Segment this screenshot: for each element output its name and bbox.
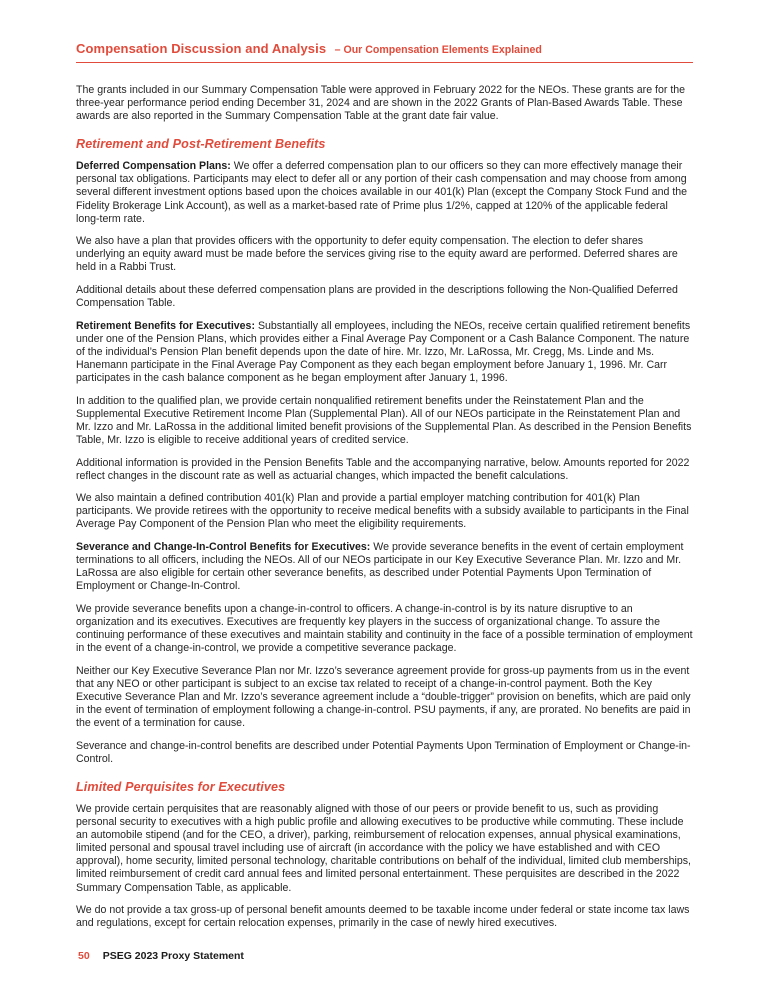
paragraph-equity-deferral: We also have a plan that provides officers with the opportunity to defer equity compensation. The election to defer shares underlying an equity award must be made before the services giving rise to the equity award are performed. Deferred shares are held in a Rabbi Trust. xyxy=(76,235,678,274)
footer-document-title: PSEG 2023 Proxy Statement xyxy=(102,950,244,962)
paragraph-nonqualified-plans: In addition to the qualified plan, we provide certain nonqualified retirement benefits under the Reinstatement Plan and the Supplemental Executive Retirement Income Plan (Supplemental Plan). All of our NEOs participate in the Reinstatement Plan and Mr. Izzo and Mr. LaRossa in the additional limited benefit provisions of the Supplemental Plan. As described in the Pension Benefits Table, Mr. Izzo is eligible to receive additional years of credited service. xyxy=(76,394,692,446)
page-content xyxy=(76,40,693,940)
page-footer xyxy=(78,950,244,962)
paragraph-text: We offer a deferred compensation plan to our officers so they can more effectively manage their personal tax obligations. Participants may elect to defer all or any portion of their cash compensation and may choose from among several different investment options based upon the choices available in our 401(k) Plan (except the Company Stock Fund and the Fidelity Brokerage Link Account), as well as a market-based rate of Prime plus 1/2%, capped at 120% of the applicable federal long-term rate. xyxy=(76,160,688,225)
paragraph-lead-retirement-benefits: Retirement Benefits for Executives: xyxy=(76,319,255,332)
paragraph-retirement-benefits xyxy=(76,320,693,385)
paragraph-no-tax-grossup: We do not provide a tax gross-up of personal benefit amounts deemed to be taxable income under federal or state income tax laws and regulations, except for certain relocation expenses, primarily in the case of newly hired executives. xyxy=(76,904,690,930)
page-header xyxy=(76,40,693,63)
running-head-title: Compensation Discussion and Analysis xyxy=(76,41,327,56)
paragraph-severance-described: Severance and change-in-control benefits are described under Potential Payments Upon Termination of Employment or Change-in-Control. xyxy=(76,739,691,765)
paragraph-intro: The grants included in our Summary Compensation Table were approved in February 2022 for the NEOs. These grants are for the three-year performance period ending December 31, 2024 and are shown in the 2022 Grants of Plan-Based Awards Table. These awards are also reported in the Summary Compensation Table at the grant date fair value. xyxy=(76,84,686,123)
subsection-heading-retirement: Retirement and Post-Retirement Benefits xyxy=(76,137,326,152)
paragraph-perquisites: We provide certain perquisites that are reasonably aligned with those of our peers or provide benefit to us, such as providing personal security to executives with a high public profile and allowing executives to be productive while commuting. These include an automobile stipend (and for the CEO, a driver), parking, reimbursement of relocation expenses, annual physical examinations, limited personal and spousal travel including use of aircraft (in accordance with the policy we have established and with CEO approval), home security, limited personal technology, charitable contributions on behalf of the individual, limited club memberships, limited reimbursement of credit card annual fees and limited personal entertainment. These perquisites are described in the 2022 Summary Compensation Table, as applicable. xyxy=(76,802,691,894)
page-number: 50 xyxy=(78,950,90,962)
paragraph-deferred-compensation xyxy=(76,160,693,225)
paragraph-change-in-control: We provide severance benefits upon a change-in-control to officers. A change-in-control is by its nature disruptive to an organization and its executives. Executives are frequently key players in the success of organizational change. To assure the continuing performance of these executives and maintain stability and continuity in the face of a possible termination of employment in the event of a change-in-control, we provide a competitive severance package. xyxy=(76,602,693,655)
paragraph-no-grossup: Neither our Key Executive Severance Plan nor Mr. Izzo’s severance agreement provide for gross-up payments from us in the event that any NEO or other participant is subject to an excise tax related to receipt of a change-in-control payment. Both the Key Executive Severance Plan and Mr. Izzo’s severance agreement include a “double-trigger” provision on benefits, which are paid only in the event of termination of employment following a change-in-control. PSU payments, if any, are prorated. No benefits are paid in the event of a termination for cause. xyxy=(76,664,691,730)
header-rule-row xyxy=(76,40,693,63)
paragraph-additional-details: Additional details about these deferred compensation plans are provided in the descriptions following the Non-Qualified Deferred Compensation Table. xyxy=(76,284,678,310)
paragraph-401k-plan: We also maintain a defined contribution 401(k) Plan and provide a partial employer matching contribution for 401(k) Plan participants. We provide retirees with the opportunity to receive medical benefits with a subsidy available to participants in the Final Average Pay Component of the Pension Plan who meet the eligibility requirements. xyxy=(76,492,689,531)
paragraph-text: Substantially all employees, including the NEOs, receive certain qualified retirement benefits under one of the Pension Plans, which provides either a Final Average Pay Component or a Cash Balance Component. The nature of the individual’s Pension Plan benefit depends upon the date of hire. Mr. Izzo, Mr. LaRossa, Mr. Cregg, Ms. Linde and Ms. Hanemann participate in the Final Average Pay Component as they each began employment before January 1, 1996. Mr. Carr participates in the cash balance component as he began employment after January 1, 1996. xyxy=(76,319,691,385)
paragraph-pension-info: Additional information is provided in the Pension Benefits Table and the accompanying narrative, below. Amounts reported for 2022 reflect changes in the discount rate as well as actuarial changes, which impacted the benefit calculations. xyxy=(76,456,690,482)
running-head-subtitle: – Our Compensation Elements Explained xyxy=(334,44,542,56)
paragraph-lead-severance: Severance and Change-In-Control Benefits for Executives: xyxy=(76,541,371,554)
subsection-heading-perquisites: Limited Perquisites for Executives xyxy=(76,779,286,794)
paragraph-text: We provide severance benefits in the event of certain employment terminations to all officers, including the NEOs. All of our NEOs participate in our Key Executive Severance Plan. Mr. Izzo and Mr. LaRossa are also eligible for certain other severance benefits, as described under Potential Payments Upon Termination of Employment or Change-In-Control. xyxy=(76,541,684,593)
paragraph-lead-deferred: Deferred Compensation Plans: xyxy=(76,160,231,173)
paragraph-severance-benefits xyxy=(76,541,693,593)
